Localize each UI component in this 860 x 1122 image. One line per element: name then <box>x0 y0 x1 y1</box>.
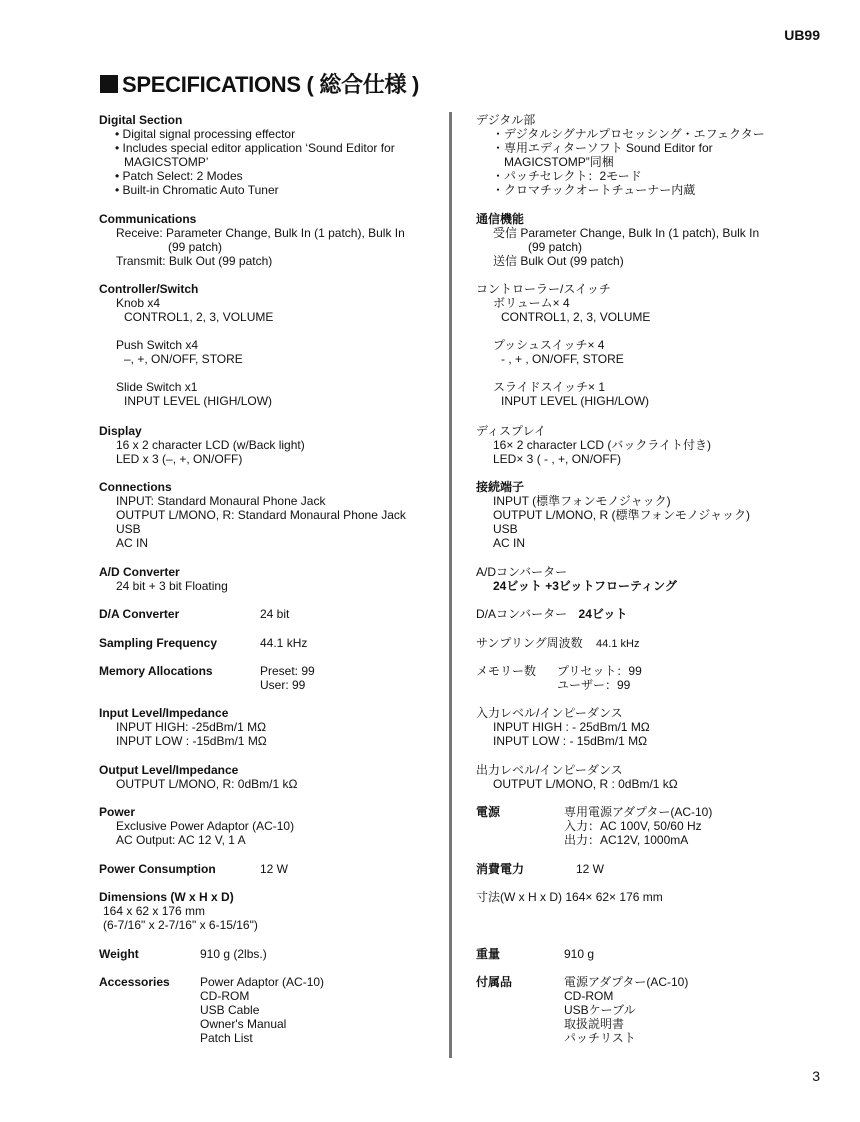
en-weight <box>99 947 441 961</box>
section-heading: 出力レベル/インピーダンス <box>476 763 623 777</box>
text-line: INPUT LOW : - 15dBm/1 MΩ <box>493 734 648 748</box>
section-heading: Controller/Switch <box>99 282 199 296</box>
en-power <box>99 805 441 847</box>
page-number: 3 <box>812 1068 820 1084</box>
user-value: ユーザー：99 <box>557 678 631 692</box>
text-line: INPUT: Standard Monaural Phone Jack <box>116 494 326 508</box>
spec-value: 164× 62× 176 mm <box>565 890 663 904</box>
list-item: 電源アダプター(AC-10) <box>564 975 689 989</box>
en-communications <box>99 212 441 268</box>
en-input-level <box>99 706 441 748</box>
section-heading: ディスプレイ <box>476 424 546 438</box>
ja-ad-converter <box>476 565 846 593</box>
en-sampling-frequency <box>99 636 441 650</box>
ja-controller-switch <box>476 282 846 408</box>
push-switch-line: Push Switch x4 <box>116 338 199 352</box>
text-line: USB <box>493 522 518 536</box>
list-item: Owner's Manual <box>200 1017 287 1031</box>
text-line: USB <box>116 522 141 536</box>
list-item: 取扱説明書 <box>564 1017 625 1031</box>
text-line: AC Output: AC 12 V, 1 A <box>116 833 246 847</box>
list-item: • Built-in Chromatic Auto Tuner <box>99 183 441 197</box>
section-heading: Output Level/Impedance <box>99 763 239 777</box>
section-heading: Communications <box>99 212 197 226</box>
text-line: 出力：AC12V, 1000mA <box>564 833 689 847</box>
list-item: ・ クロマチックオートチューナー内蔵 <box>476 183 846 197</box>
section-heading: サンプリング周波数 <box>476 636 583 650</box>
spec-value: 910 g <box>564 947 595 961</box>
push-switch-values: –, +, ON/OFF, STORE <box>124 352 243 366</box>
push-switch-values: - , + , ON/OFF, STORE <box>501 352 624 366</box>
slide-switch-values: INPUT LEVEL (HIGH/LOW) <box>124 394 273 408</box>
list-item-continuation: MAGICSTOMP”同梱 <box>504 155 614 169</box>
list-item-continuation: MAGICSTOMP’ <box>124 155 209 169</box>
en-output-level <box>99 763 441 791</box>
section-heading: Accessories <box>99 975 170 989</box>
text-line: OUTPUT L/MONO, R: 0dBm/1 kΩ <box>116 777 298 791</box>
slide-switch-line: Slide Switch x1 <box>116 380 198 394</box>
list-item: パッチリスト <box>564 1031 636 1045</box>
push-switch-line: プッシュスイッチ× 4 <box>493 338 605 352</box>
ja-memory-allocations <box>476 664 846 692</box>
section-heading: A/Dコンバーター <box>476 565 568 579</box>
ja-connections <box>476 480 846 550</box>
section-heading: Display <box>99 424 142 438</box>
list-item: Power Adaptor (AC-10) <box>200 975 325 989</box>
slide-switch-line: スライドスイッチ× 1 <box>493 380 606 394</box>
section-heading: 接続端子 <box>476 480 525 494</box>
en-accessories <box>99 975 441 1045</box>
ja-weight <box>476 947 846 961</box>
list-item: CD-ROM <box>564 989 614 1003</box>
text-line: LED x 3 (–, +, ON/OFF) <box>116 452 243 466</box>
text-line: 16 x 2 character LCD (w/Back light) <box>116 438 305 452</box>
en-dimensions <box>99 890 441 932</box>
title-marker-square <box>100 75 118 93</box>
section-heading: Power <box>99 805 136 819</box>
accessory-list <box>200 975 324 1045</box>
receive-continuation: (99 patch) <box>168 240 223 254</box>
en-memory-allocations <box>99 664 441 692</box>
knob-line: ボリューム× 4 <box>493 296 570 310</box>
spec-value: 44.1 kHz <box>260 636 308 650</box>
transmit-line: Transmit: Bulk Out (99 patch) <box>116 254 273 268</box>
list-item: • Digital signal processing effector <box>99 127 441 141</box>
section-heading: A/D Converter <box>99 565 180 579</box>
en-connections <box>99 480 441 550</box>
section-heading: Digital Section <box>99 113 183 127</box>
knob-values: CONTROL1, 2, 3, VOLUME <box>124 310 274 324</box>
knob-line: Knob x4 <box>116 296 161 310</box>
text-line: 24 bit + 3 bit Floating <box>116 579 228 593</box>
section-heading: 通信機能 <box>476 212 525 226</box>
spec-values <box>557 664 642 692</box>
section-heading: 入力レベル/インピーダンス <box>476 706 623 720</box>
section-heading: 付属品 <box>476 975 513 989</box>
receive-continuation: (99 patch) <box>528 240 583 254</box>
spec-value: 24ビット <box>578 607 628 621</box>
title-text: SPECIFICATIONS ( 総合仕様 ) <box>122 72 420 97</box>
knob-values: CONTROL1, 2, 3, VOLUME <box>501 310 651 324</box>
slide-switch-values: INPUT LEVEL (HIGH/LOW) <box>501 394 650 408</box>
text-line: INPUT HIGH: -25dBm/1 MΩ <box>116 720 267 734</box>
ja-sampling-frequency <box>476 636 846 651</box>
section-heading: 消費電力 <box>476 862 525 876</box>
page-title <box>100 68 419 99</box>
document-id: UB99 <box>784 27 820 43</box>
list-item: USBケーブル <box>564 1003 636 1017</box>
text-line: Exclusive Power Adaptor (AC-10) <box>116 819 295 833</box>
section-heading: D/Aコンバーター <box>476 607 568 621</box>
spec-values <box>260 664 315 692</box>
spec-value: 12 W <box>576 862 605 876</box>
ja-power <box>476 805 846 847</box>
text-line: OUTPUT L/MONO, R (標準フォンモノジャック) <box>493 508 751 522</box>
section-heading: メモリー数 <box>476 664 537 678</box>
ja-power-consumption <box>476 862 846 876</box>
text-line: (6-7/16" x 2-7/16" x 6-15/16") <box>103 918 258 932</box>
text-line: LED× 3 ( - , +, ON/OFF) <box>493 452 622 466</box>
list-item: ・ デジタルシグナルプロセッシング・エフェクター <box>476 127 846 141</box>
section-heading: Input Level/Impedance <box>99 706 229 720</box>
ja-digital-section <box>476 113 846 197</box>
section-heading: デジタル部 <box>476 113 536 127</box>
section-heading: 寸法(W x H x D) <box>476 890 562 904</box>
list-item: USB Cable <box>200 1003 260 1017</box>
en-ad-converter <box>99 565 441 593</box>
text-line: OUTPUT L/MONO, R : 0dBm/1 kΩ <box>493 777 678 791</box>
section-heading: 電源 <box>476 805 501 819</box>
ja-da-converter <box>476 607 846 621</box>
ja-input-level <box>476 706 846 748</box>
list-item: • Includes special editor application ‘Sound Editor for <box>99 141 441 155</box>
text-line: INPUT (標準フォンモノジャック) <box>493 494 671 508</box>
section-heading: D/A Converter <box>99 607 180 621</box>
text-line: 入力：AC 100V, 50/60 Hz <box>564 819 702 833</box>
list-item: • Patch Select: 2 Modes <box>99 169 441 183</box>
text-line: 16× 2 character LCD (バックライト付き) <box>493 438 712 452</box>
en-da-converter <box>99 607 441 621</box>
text-line: AC IN <box>116 536 149 550</box>
section-heading: Sampling Frequency <box>99 636 218 650</box>
power-values <box>564 805 712 847</box>
receive-line: Receive: Parameter Change, Bulk In (1 patch), Bulk In <box>116 226 405 240</box>
section-heading: Connections <box>99 480 172 494</box>
list-item: ・ 専用エディターソフト Sound Editor for <box>476 141 846 155</box>
text-line: INPUT LOW : -15dBm/1 MΩ <box>116 734 267 748</box>
en-display <box>99 424 441 466</box>
preset-value: Preset: 99 <box>260 664 315 678</box>
preset-value: プリセット：99 <box>557 664 642 678</box>
text-line: INPUT HIGH : - 25dBm/1 MΩ <box>493 720 650 734</box>
en-controller-switch <box>99 282 441 408</box>
list-item: ・ パッチセレクト：2モード <box>476 169 846 183</box>
text-line: AC IN <box>493 536 526 550</box>
user-value: User: 99 <box>260 678 306 692</box>
ja-communications <box>476 212 846 268</box>
section-heading: Memory Allocations <box>99 664 213 678</box>
spec-value: 24 bit <box>260 607 290 621</box>
section-heading: Power Consumption <box>99 862 216 876</box>
spec-value: 12 W <box>260 862 289 876</box>
en-digital-section <box>99 113 441 197</box>
accessory-list <box>564 975 688 1045</box>
receive-line: 受信 Parameter Change, Bulk In (1 patch), Bulk In <box>493 226 760 240</box>
spec-value: 910 g (2lbs.) <box>200 947 267 961</box>
column-divider <box>449 112 452 1058</box>
transmit-line: 送信 Bulk Out (99 patch) <box>493 254 624 268</box>
text-line: 164 x 62 x 176 mm <box>103 904 206 918</box>
ja-dimensions <box>476 890 846 904</box>
spec-value: 44.1 kHz <box>596 638 640 650</box>
text-line: 24ビット +3ビットフローティング <box>493 579 677 593</box>
ja-output-level <box>476 763 846 791</box>
text-line: OUTPUT L/MONO, R: Standard Monaural Phone Jack <box>116 508 406 522</box>
section-heading: Dimensions (W x H x D) <box>99 890 234 904</box>
text-line: 専用電源アダプター(AC-10) <box>564 805 713 819</box>
ja-accessories <box>476 975 846 1045</box>
section-heading: Weight <box>99 947 139 961</box>
list-item: CD-ROM <box>200 989 250 1003</box>
section-heading: 重量 <box>476 947 501 961</box>
list-item: Patch List <box>200 1031 253 1045</box>
en-power-consumption <box>99 862 441 876</box>
ja-display <box>476 424 846 466</box>
section-heading: コントローラー/スイッチ <box>476 282 611 296</box>
